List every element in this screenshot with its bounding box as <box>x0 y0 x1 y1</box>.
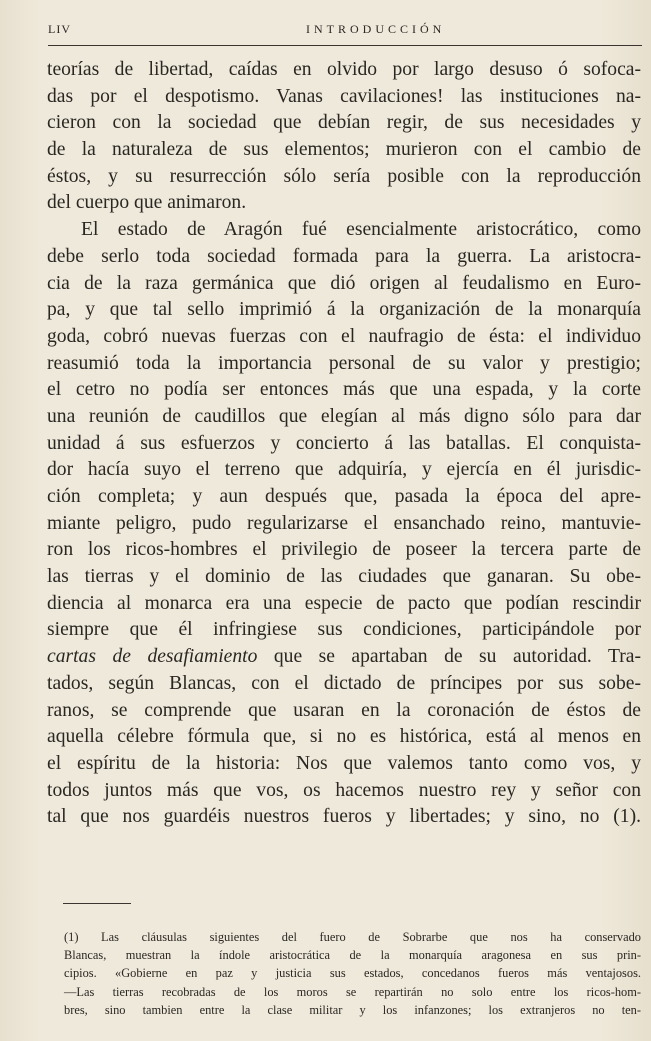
body-line: das por el despotismo. Vanas cavilaciones! las instituciones na- <box>47 85 641 107</box>
italic-phrase: cartas de desafiamiento <box>47 646 258 668</box>
header-rule <box>48 45 642 46</box>
body-line: cieron con la sociedad que debían regir, de sus necesidades y <box>47 112 641 134</box>
running-head: INTRODUCCIÓN <box>306 22 446 36</box>
body-line: una reunión de caudillos que elegían al más digno sólo para dar <box>47 405 641 427</box>
body-line: todos juntos más que vos, os hacemos nuestro rey y señor con <box>47 779 641 801</box>
body-line: tal que nos guardéis nuestros fueros y libertades; y sino, no (1). <box>47 806 641 828</box>
footnote-line: Blancas, muestran la índole aristocrática de la monarquía aragonesa en sus prin- <box>64 948 641 963</box>
body-line: siempre que él infringiese sus condiciones, participándole por <box>47 619 641 641</box>
body-line: tados, según Blancas, con el dictado de príncipes por sus sobe- <box>47 672 641 694</box>
footnote-line: bres, sino tambien entre la clase militar y los infanzones; los extranjeros no ten- <box>64 1002 641 1017</box>
footnote-line: (1) Las cláusulas siguientes del fuero de Sobrarbe que nos ha conservado <box>64 930 641 944</box>
body-line-with-italic <box>47 644 641 671</box>
body-line: el espíritu de la historia: Nos que valemos tanto como vos, y <box>47 752 641 774</box>
body-line: aquella célebre fórmula que, si no es histórica, está al menos en <box>47 726 641 748</box>
footnote-line: cipios. «Gobierne en paz y justicia sus estados, concedanos fueros más ventajosos. <box>64 966 641 981</box>
body-text <box>47 57 641 831</box>
body-line: ranos, se comprende que usaran en la coronación de éstos de <box>47 699 641 721</box>
footnotes <box>64 928 641 1019</box>
body-line: diencia al monarca era una especie de pacto que podían rescindir <box>47 592 641 614</box>
page-header <box>48 20 640 42</box>
body-line: las tierras y el dominio de las ciudades que ganaran. Su obe- <box>47 566 641 588</box>
body-line-rest: que se apartaban de su autoridad. Tra- <box>273 646 641 668</box>
body-line: goda, cobró nuevas fuerzas con el naufragio de ésta: el individuo <box>47 325 641 347</box>
body-line: del cuerpo que animaron. <box>47 192 247 214</box>
footnote-rule <box>63 903 131 904</box>
body-line: dor hacía suyo el terreno que adquiría, y ejercía en él jurisdic- <box>47 459 641 481</box>
body-line: teorías de libertad, caídas en olvido por largo desuso ó sofoca- <box>47 59 641 80</box>
body-line: reasumió toda la importancia personal de su valor y prestigio; <box>47 352 641 374</box>
body-line: cia de la raza germánica que dió origen al feudalismo en Euro- <box>47 272 641 294</box>
body-line: de la naturaleza de sus elementos; murieron con el cambio de <box>47 139 641 161</box>
body-line: éstos, y su resurrección sólo sería posible con la reproducción <box>47 165 641 187</box>
body-line: ción completa; y aun después que, pasada la época del apre- <box>47 486 641 507</box>
body-line: unidad á sus esfuerzos y concierto á las batallas. El conquista- <box>47 432 641 454</box>
page-number: LIV <box>48 22 71 36</box>
body-line: debe serlo toda sociedad formada para la guerra. La aristocra- <box>47 245 641 267</box>
body-line: pa, y que tal sello imprimió á la organización de la monarquía <box>47 299 641 321</box>
body-line: ron los ricos-hombres el privilegio de poseer la tercera parte de <box>47 539 641 561</box>
body-line: el cetro no podía ser entonces más que una espada, y la corte <box>47 379 641 401</box>
body-line: El estado de Aragón fué esencialmente aristocrático, como <box>81 219 641 241</box>
body-line: miante peligro, pudo regularizarse el ensanchado reino, mantuvie- <box>47 512 641 534</box>
footnote-line: —Las tierras recobradas de los moros se repartirán no solo entre los ricos-hom- <box>64 984 641 999</box>
